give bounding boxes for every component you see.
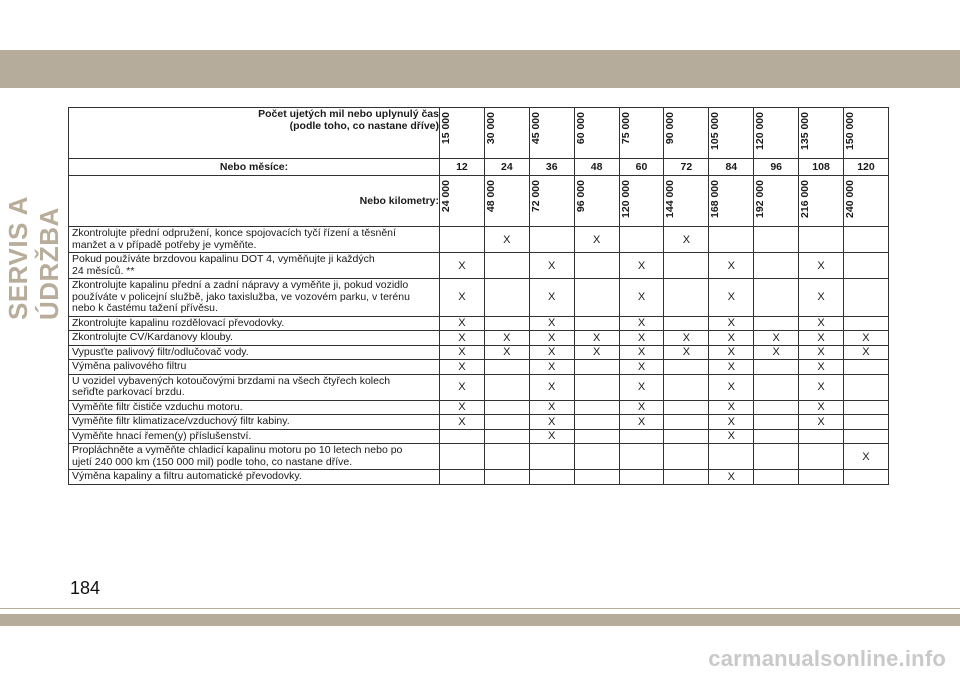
task-description: Vyměňte filtr klimatizace/vzduchový filtr kabiny. bbox=[69, 415, 440, 430]
service-mark: X bbox=[619, 374, 664, 400]
service-mark bbox=[754, 429, 799, 444]
service-mark: X bbox=[529, 400, 574, 415]
service-mark bbox=[484, 253, 529, 279]
km-value: 120 000 bbox=[619, 180, 632, 218]
service-mark: X bbox=[484, 331, 529, 346]
service-mark: X bbox=[529, 429, 574, 444]
miles-header-cell bbox=[440, 108, 485, 159]
table-row bbox=[69, 227, 889, 253]
service-mark: X bbox=[529, 253, 574, 279]
service-mark bbox=[754, 279, 799, 317]
task-description: Výměna palivového filtru bbox=[69, 360, 440, 375]
service-mark: X bbox=[440, 360, 485, 375]
service-mark bbox=[844, 360, 889, 375]
km-header-cell bbox=[844, 176, 889, 227]
km-value: 48 000 bbox=[484, 180, 497, 213]
service-mark: X bbox=[844, 331, 889, 346]
miles-header-cell bbox=[844, 108, 889, 159]
service-mark: X bbox=[484, 345, 529, 360]
months-value: 108 bbox=[799, 159, 844, 176]
service-mark: X bbox=[440, 345, 485, 360]
service-mark: X bbox=[709, 279, 754, 317]
table-row bbox=[69, 374, 889, 400]
service-mark: X bbox=[664, 345, 709, 360]
service-mark: X bbox=[709, 470, 754, 485]
service-mark bbox=[619, 429, 664, 444]
service-mark: X bbox=[709, 415, 754, 430]
service-mark bbox=[844, 253, 889, 279]
service-mark: X bbox=[709, 429, 754, 444]
miles-header-cell bbox=[619, 108, 664, 159]
footer-line bbox=[0, 608, 960, 609]
miles-value: 120 000 bbox=[754, 112, 767, 150]
service-mark: X bbox=[709, 374, 754, 400]
task-description: Výměna kapaliny a filtru automatické převodovky. bbox=[69, 470, 440, 485]
table-row bbox=[69, 253, 889, 279]
months-value: 24 bbox=[484, 159, 529, 176]
header-band bbox=[0, 50, 960, 88]
service-mark bbox=[844, 316, 889, 331]
service-mark bbox=[574, 400, 619, 415]
service-mark: X bbox=[440, 331, 485, 346]
miles-header-cell bbox=[754, 108, 799, 159]
service-mark bbox=[484, 415, 529, 430]
service-mark: X bbox=[574, 331, 619, 346]
table-row bbox=[69, 279, 889, 317]
km-value: 72 000 bbox=[529, 180, 542, 213]
miles-header-cell bbox=[709, 108, 754, 159]
table-row bbox=[69, 316, 889, 331]
service-mark: X bbox=[619, 360, 664, 375]
service-mark bbox=[664, 316, 709, 331]
km-header-cell bbox=[529, 176, 574, 227]
km-header-cell bbox=[440, 176, 485, 227]
service-mark: X bbox=[529, 415, 574, 430]
km-value: 96 000 bbox=[574, 180, 587, 213]
service-mark: X bbox=[440, 415, 485, 430]
miles-value: 90 000 bbox=[664, 112, 677, 145]
service-mark: X bbox=[529, 345, 574, 360]
service-mark bbox=[484, 374, 529, 400]
miles-header-cell bbox=[484, 108, 529, 159]
service-mark: X bbox=[619, 279, 664, 317]
service-mark bbox=[754, 253, 799, 279]
table-row bbox=[69, 470, 889, 485]
service-mark bbox=[529, 227, 574, 253]
service-mark bbox=[574, 279, 619, 317]
service-mark: X bbox=[619, 415, 664, 430]
service-mark: X bbox=[799, 331, 844, 346]
service-mark: X bbox=[754, 331, 799, 346]
service-mark bbox=[844, 415, 889, 430]
service-mark bbox=[664, 444, 709, 470]
months-value: 120 bbox=[844, 159, 889, 176]
service-mark: X bbox=[709, 331, 754, 346]
months-header-label: Nebo měsíce: bbox=[69, 159, 440, 176]
maintenance-schedule-table bbox=[68, 107, 889, 485]
service-mark bbox=[844, 400, 889, 415]
service-mark bbox=[664, 374, 709, 400]
table-row bbox=[69, 444, 889, 470]
miles-value: 45 000 bbox=[529, 112, 542, 145]
service-mark bbox=[799, 429, 844, 444]
miles-header-label: Počet ujetých mil nebo uplynulý čas (podle toho, co nastane dříve) bbox=[69, 108, 440, 159]
table-row bbox=[69, 360, 889, 375]
service-mark: X bbox=[619, 331, 664, 346]
service-mark: X bbox=[574, 345, 619, 360]
service-mark bbox=[754, 470, 799, 485]
service-mark: X bbox=[799, 400, 844, 415]
service-mark: X bbox=[799, 253, 844, 279]
service-mark bbox=[709, 444, 754, 470]
task-description: Propláchněte a vyměňte chladicí kapalinu motoru po 10 letech nebo po ujetí 240 000 km (150 000 mil) podle toho, co nastane dříve. bbox=[69, 444, 440, 470]
service-mark bbox=[440, 470, 485, 485]
service-mark bbox=[844, 279, 889, 317]
service-mark bbox=[574, 429, 619, 444]
service-mark bbox=[754, 374, 799, 400]
months-value: 36 bbox=[529, 159, 574, 176]
km-header-cell bbox=[574, 176, 619, 227]
header-row-miles bbox=[69, 108, 889, 159]
service-mark bbox=[440, 429, 485, 444]
service-mark: X bbox=[754, 345, 799, 360]
service-mark bbox=[844, 470, 889, 485]
miles-value: 60 000 bbox=[574, 112, 587, 145]
service-mark bbox=[844, 227, 889, 253]
task-description: Vyměňte filtr čističe vzduchu motoru. bbox=[69, 400, 440, 415]
service-mark: X bbox=[529, 279, 574, 317]
page-number: 184 bbox=[70, 578, 101, 598]
service-mark bbox=[754, 415, 799, 430]
service-mark: X bbox=[799, 374, 844, 400]
service-mark: X bbox=[529, 374, 574, 400]
service-mark bbox=[664, 253, 709, 279]
service-mark bbox=[754, 360, 799, 375]
service-mark: X bbox=[619, 253, 664, 279]
service-mark: X bbox=[440, 316, 485, 331]
service-mark bbox=[844, 429, 889, 444]
service-mark bbox=[574, 360, 619, 375]
service-mark: X bbox=[440, 374, 485, 400]
service-mark bbox=[754, 400, 799, 415]
table-row bbox=[69, 331, 889, 346]
miles-header-cell bbox=[529, 108, 574, 159]
service-mark: X bbox=[799, 345, 844, 360]
service-mark bbox=[619, 444, 664, 470]
km-header-cell bbox=[484, 176, 529, 227]
service-mark bbox=[799, 444, 844, 470]
service-mark bbox=[484, 429, 529, 444]
header-row-months bbox=[69, 159, 889, 176]
service-mark bbox=[484, 360, 529, 375]
service-mark bbox=[574, 470, 619, 485]
service-mark bbox=[440, 227, 485, 253]
service-mark bbox=[844, 374, 889, 400]
service-mark bbox=[664, 279, 709, 317]
service-mark bbox=[574, 444, 619, 470]
service-mark bbox=[754, 227, 799, 253]
miles-header-cell bbox=[664, 108, 709, 159]
months-value: 72 bbox=[664, 159, 709, 176]
service-mark: X bbox=[709, 400, 754, 415]
service-mark: X bbox=[799, 415, 844, 430]
miles-header-cell bbox=[574, 108, 619, 159]
miles-value: 30 000 bbox=[484, 112, 497, 145]
task-description: Zkontrolujte kapalinu rozdělovací převodovky. bbox=[69, 316, 440, 331]
service-mark: X bbox=[619, 316, 664, 331]
table-row bbox=[69, 429, 889, 444]
service-mark bbox=[799, 470, 844, 485]
task-description: Zkontrolujte přední odpružení, konce spojovacích tyčí řízení a těsnění manžet a v případě potřeby je vyměňte. bbox=[69, 227, 440, 253]
table-row bbox=[69, 345, 889, 360]
service-mark bbox=[484, 400, 529, 415]
km-value: 216 000 bbox=[799, 180, 812, 218]
task-description: Zkontrolujte CV/Kardanovy klouby. bbox=[69, 331, 440, 346]
km-header-label: Nebo kilometry: bbox=[69, 176, 440, 227]
service-mark bbox=[574, 374, 619, 400]
service-mark bbox=[484, 279, 529, 317]
months-value: 48 bbox=[574, 159, 619, 176]
service-mark: X bbox=[664, 227, 709, 253]
service-mark bbox=[574, 415, 619, 430]
service-mark bbox=[664, 429, 709, 444]
service-mark: X bbox=[844, 345, 889, 360]
task-description: Pokud používáte brzdovou kapalinu DOT 4, vyměňujte ji každých 24 měsíců. ** bbox=[69, 253, 440, 279]
km-header-cell bbox=[619, 176, 664, 227]
footer-band bbox=[0, 614, 960, 626]
service-mark: X bbox=[440, 400, 485, 415]
miles-header-cell bbox=[799, 108, 844, 159]
km-value: 24 000 bbox=[440, 180, 452, 213]
service-mark bbox=[664, 470, 709, 485]
watermark: carmanualsonline.info bbox=[708, 646, 946, 671]
months-value: 84 bbox=[709, 159, 754, 176]
section-title: SERVIS A ÚDRŽBA bbox=[3, 197, 64, 320]
service-mark bbox=[754, 316, 799, 331]
miles-value: 105 000 bbox=[709, 112, 722, 150]
service-mark bbox=[529, 470, 574, 485]
service-mark: X bbox=[529, 331, 574, 346]
service-mark bbox=[619, 470, 664, 485]
km-value: 144 000 bbox=[664, 180, 677, 218]
service-mark bbox=[484, 316, 529, 331]
service-mark bbox=[484, 444, 529, 470]
service-mark: X bbox=[844, 444, 889, 470]
task-description: Vypusťte palivový filtr/odlučovač vody. bbox=[69, 345, 440, 360]
service-mark: X bbox=[619, 345, 664, 360]
service-mark bbox=[529, 444, 574, 470]
km-header-cell bbox=[664, 176, 709, 227]
months-value: 96 bbox=[754, 159, 799, 176]
table-row bbox=[69, 415, 889, 430]
service-mark: X bbox=[440, 253, 485, 279]
service-mark bbox=[574, 316, 619, 331]
table-row bbox=[69, 400, 889, 415]
months-value: 12 bbox=[440, 159, 485, 176]
miles-value: 135 000 bbox=[799, 112, 812, 150]
service-mark: X bbox=[529, 360, 574, 375]
km-header-cell bbox=[754, 176, 799, 227]
service-mark bbox=[619, 227, 664, 253]
service-mark: X bbox=[529, 316, 574, 331]
service-mark bbox=[664, 415, 709, 430]
service-mark bbox=[440, 444, 485, 470]
service-mark: X bbox=[619, 400, 664, 415]
service-mark bbox=[664, 400, 709, 415]
service-mark bbox=[484, 470, 529, 485]
miles-value: 150 000 bbox=[844, 112, 857, 150]
service-mark bbox=[799, 227, 844, 253]
service-mark: X bbox=[709, 360, 754, 375]
km-value: 192 000 bbox=[754, 180, 767, 218]
service-mark bbox=[574, 253, 619, 279]
miles-value: 75 000 bbox=[619, 112, 632, 145]
task-description: Zkontrolujte kapalinu přední a zadní nápravy a vyměňte ji, pokud vozidlo používáte v policejní službě, jako taxislužba, ve vozovém parku, v terénu nebo k častému tažení přívěsu. bbox=[69, 279, 440, 317]
service-mark: X bbox=[664, 331, 709, 346]
service-mark: X bbox=[709, 345, 754, 360]
service-mark: X bbox=[799, 316, 844, 331]
service-mark: X bbox=[799, 360, 844, 375]
service-mark: X bbox=[574, 227, 619, 253]
service-mark: X bbox=[709, 316, 754, 331]
task-description: U vozidel vybavených kotoučovými brzdami na všech čtyřech kolech seřiďte parkovací brzdu. bbox=[69, 374, 440, 400]
header-row-km bbox=[69, 176, 889, 227]
km-header-cell bbox=[709, 176, 754, 227]
service-mark: X bbox=[484, 227, 529, 253]
km-value: 168 000 bbox=[709, 180, 722, 218]
miles-value: 15 000 bbox=[440, 112, 452, 145]
km-value: 240 000 bbox=[844, 180, 857, 218]
service-mark bbox=[754, 444, 799, 470]
km-header-cell bbox=[799, 176, 844, 227]
service-mark: X bbox=[709, 253, 754, 279]
service-mark: X bbox=[440, 279, 485, 317]
service-mark bbox=[709, 227, 754, 253]
task-description: Vyměňte hnací řemen(y) příslušenství. bbox=[69, 429, 440, 444]
service-mark bbox=[664, 360, 709, 375]
service-mark: X bbox=[799, 279, 844, 317]
months-value: 60 bbox=[619, 159, 664, 176]
